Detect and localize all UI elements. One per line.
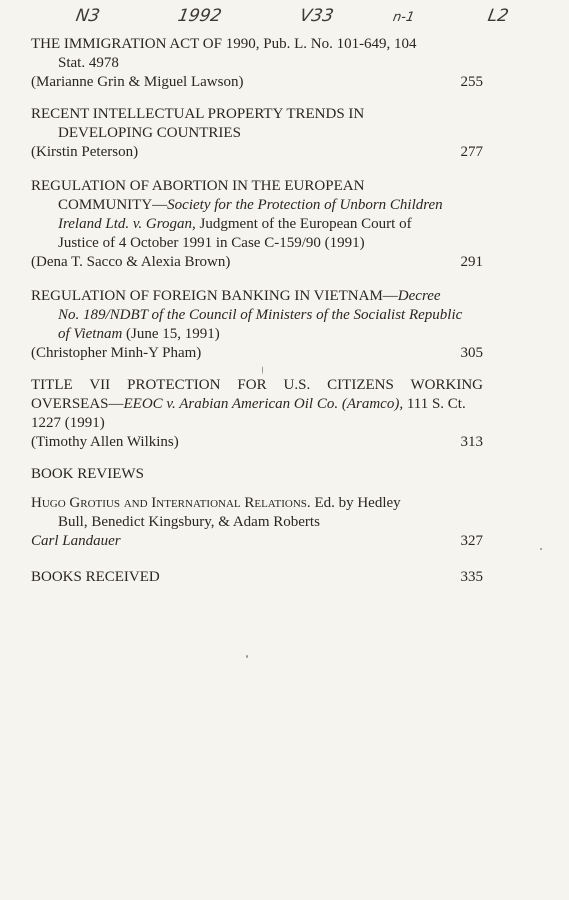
reviewer-name: Carl Landauer (31, 533, 121, 549)
entry-title-text: (June 15, 1991) (122, 326, 220, 342)
entry-authors: (Christopher Minh-Y Pham) (31, 345, 202, 361)
entry-title-line (31, 325, 483, 344)
review-title-line: Bull, Benedict Kingsbury, & Adam Roberts (58, 514, 320, 530)
handwritten-mark: N3 (74, 6, 102, 26)
entry-page-number: 305 (460, 345, 483, 361)
review-title-line (31, 494, 483, 513)
entry-title-text: REGULATION OF FOREIGN BANKING IN VIETNAM— (31, 288, 398, 304)
toc-entry (31, 35, 483, 92)
entry-decree-name: Decree (397, 288, 441, 304)
entry-case-name: Society for the Protection of Unborn Children (167, 197, 443, 213)
handwritten-mark: V33 (298, 6, 336, 26)
toc-entry (31, 376, 483, 452)
entry-authors: (Timothy Allen Wilkins) (31, 434, 179, 450)
handwritten-mark: 1992 (176, 6, 224, 26)
scan-speck (262, 366, 263, 374)
handwritten-annotations (0, 2, 569, 36)
entry-title-line: REGULATION OF ABORTION IN THE EUROPEAN (31, 178, 365, 194)
toc-entry (31, 287, 483, 363)
entry-title-text: COMMUNITY— (58, 197, 168, 213)
entry-title-text: OVERSEAS— (31, 396, 124, 412)
entry-title-line: RECENT INTELLECTUAL PROPERTY TRENDS IN (31, 106, 365, 122)
scan-speck (246, 655, 248, 658)
entry-authors: (Marianne Grin & Miguel Lawson) (31, 74, 244, 90)
entry-page-number: 255 (460, 74, 483, 90)
section-heading-book-reviews: BOOK REVIEWS (31, 466, 144, 482)
entry-decree-name: of Vietnam (58, 326, 123, 342)
entry-case-name: EEOC v. Arabian American Oil Co. (Aramco), (123, 396, 404, 412)
entry-title-line (31, 196, 483, 215)
entry-title-line (31, 215, 483, 234)
entry-case-name: Ireland Ltd. v. Grogan, (58, 216, 196, 232)
entry-page-number: 327 (460, 533, 483, 549)
entry-title-line (31, 395, 483, 414)
entry-title-line: 1227 (1991) (31, 415, 105, 431)
books-received-label: BOOKS RECEIVED (31, 569, 160, 585)
handwritten-mark: L2 (486, 6, 511, 26)
entry-title-line: DEVELOPING COUNTRIES (58, 125, 241, 141)
entry-title-line: Stat. 4978 (58, 55, 119, 71)
books-received-entry (31, 569, 483, 586)
entry-authors: (Kirstin Peterson) (31, 144, 139, 160)
toc-entry (31, 177, 483, 272)
entry-title-line (31, 306, 483, 325)
entry-title-line (31, 287, 483, 306)
scan-speck (540, 548, 542, 550)
entry-decree-name: No. 189/NDBT of the Council of Ministers of the Socialist Republic (58, 307, 463, 323)
entry-title-line: Justice of 4 October 1991 in Case C-159/90 (1991) (58, 235, 365, 251)
review-editors: Ed. by Hedley (310, 495, 401, 511)
entry-page-number: 335 (460, 569, 483, 585)
entry-citation: 111 S. Ct. (403, 396, 466, 412)
toc-entry (31, 105, 483, 162)
entry-page-number: 291 (460, 254, 483, 270)
book-review-entry (31, 494, 483, 551)
entry-page-number: 277 (460, 144, 483, 160)
entry-page-number: 313 (460, 434, 483, 450)
review-book-title: Hugo Grotius and International Relations. (31, 495, 311, 511)
entry-title-text: Judgment of the European Court of (195, 216, 412, 232)
entry-authors: (Dena T. Sacco & Alexia Brown) (31, 254, 231, 270)
entry-title-line: TITLE VII PROTECTION FOR U.S. CITIZENS WORKING (31, 377, 483, 393)
handwritten-mark: n-1 (391, 10, 416, 25)
entry-title-line: THE IMMIGRATION ACT OF 1990, Pub. L. No. 101-649, 104 (31, 36, 417, 52)
